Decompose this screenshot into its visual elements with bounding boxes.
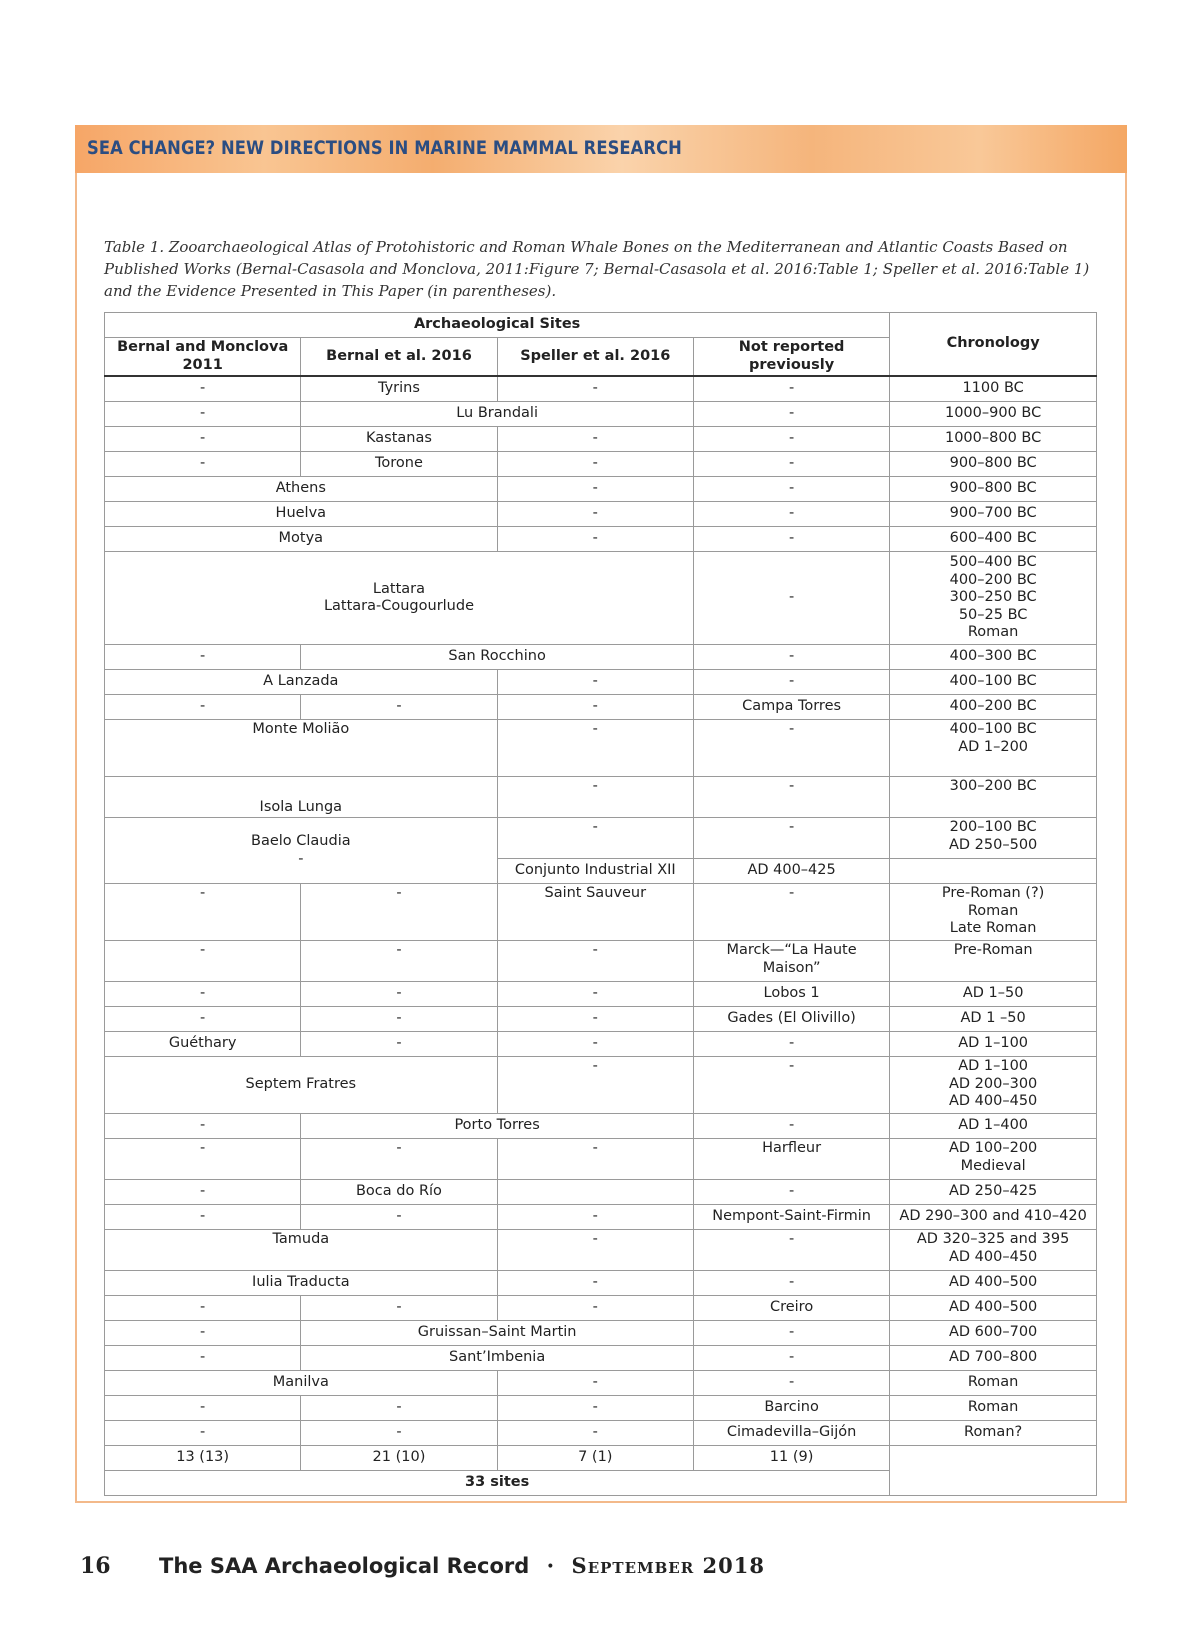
chronology-line: AD 320–325 and 395 [916,1231,1070,1247]
table-cell: - [105,941,301,982]
table-cell [105,818,498,884]
table-cell [497,1180,693,1205]
table-row [105,452,1097,477]
table-cell: AD 400–425 [693,859,889,884]
total-cell: 21 (10) [301,1446,497,1471]
chronology-cell: AD 1–50 [890,982,1097,1007]
journal-title: The SAA Archaeological Record [159,1554,530,1578]
table-row [105,1205,1097,1230]
group-header: Archaeological Sites [105,313,890,338]
column-header: Speller et al. 2016 [497,338,693,377]
chronology-cell: AD 1–100 [890,1032,1097,1057]
page-number: 16 [80,1553,111,1579]
chronology-cell: 900–700 BC [890,502,1097,527]
table-row [105,552,1097,645]
chronology-cell: 400–100 BC [890,670,1097,695]
chronology-line: Roman [967,624,1019,641]
chronology-cell [890,720,1097,777]
table-cell: - [497,982,693,1007]
chronology-header: Chronology [890,313,1097,377]
table-caption: Table 1. Zooarchaeological Atlas of Protohistoric and Roman Whale Bones on the Mediterranean and Atlantic Coasts Based on Published Works (Bernal-Casasola and Monclova, 2011:Figure 7; Bernal-Casasola et al. 2016:Table 1; Speller et al. 2016:Table 1) and the Evidence Presented in This Paper (in parentheses). [104,238,1090,300]
page-footer [80,1553,765,1579]
table-row [105,1057,1097,1114]
table-cell: Cimadevilla–Gijón [693,1421,889,1446]
table-cell: - [497,527,693,552]
table-cell: - [497,1205,693,1230]
table-cell: - [693,1114,889,1139]
table-cell: - [497,1296,693,1321]
table-row [105,376,1097,402]
chronology-cell [890,552,1097,645]
chronology-cell [890,1446,1097,1496]
table-cell: Tyrins [301,376,497,402]
table-cell: - [693,402,889,427]
table-row [105,941,1097,982]
chronology-cell [890,859,1097,884]
table-cell: - [497,1139,693,1180]
table-cell: - [105,982,301,1007]
table-cell: Porto Torres [301,1114,694,1139]
bullet-separator: • [546,1559,555,1575]
chronology-cell: AD 1–400 [890,1114,1097,1139]
table-cell: Manilva [105,1371,498,1396]
table-cell: - [693,645,889,670]
chronology-line: 50–25 BC [958,606,1028,623]
table-cell: - [693,1271,889,1296]
table-cell: - [497,477,693,502]
issue-date: September 2018 [571,1553,765,1578]
table-cell: - [105,1296,301,1321]
table-row [105,427,1097,452]
table-cell: - [497,502,693,527]
table-cell: - [105,1139,301,1180]
table-cell: Lu Brandali [301,402,694,427]
chronology-line: AD 400–450 [948,1093,1038,1109]
table-cell: Campa Torres [693,695,889,720]
table-cell: - [497,1421,693,1446]
chronology-line: AD 1–100 [958,1058,1029,1074]
table-cell: - [693,527,889,552]
table-cell: - [497,1032,693,1057]
table-cell: - [105,402,301,427]
section-title: SEA CHANGE? NEW DIRECTIONS IN MARINE MAMMAL RESEARCH [87,137,682,159]
chronology-line: 500–400 BC [949,554,1037,571]
table-cell: - [105,1205,301,1230]
table-cell: - [105,1114,301,1139]
table-cell: - [693,1032,889,1057]
table-row [105,1007,1097,1032]
table-cell: - [497,941,693,982]
table-cell: - [105,884,301,941]
table-row [105,720,1097,777]
table-cell: - [301,1032,497,1057]
table-cell: - [693,452,889,477]
column-header: Not reported previously [693,338,889,377]
chronology-cell: 1000–900 BC [890,402,1097,427]
table-cell: - [301,1139,497,1180]
table-row [105,1271,1097,1296]
table-cell: Barcino [693,1396,889,1421]
table-cell: Nempont-Saint-Firmin [693,1205,889,1230]
table-cell: - [497,452,693,477]
chronology-cell [890,818,1097,859]
table-row [105,1396,1097,1421]
table-cell: - [693,1180,889,1205]
table-cell: Harfleur [693,1139,889,1180]
chronology-cell: 300–200 BC [890,777,1097,818]
table-cell: Lobos 1 [693,982,889,1007]
table-cell: - [693,884,889,941]
totals-row [105,1446,1097,1471]
table-cell: - [693,818,889,859]
table-cell: A Lanzada [105,670,498,695]
table-cell: - [497,777,693,818]
chronology-line: AD 100–200 [948,1140,1038,1156]
site-name: Lattara-Cougourlude [323,598,474,614]
table-cell: - [105,645,301,670]
chronology-cell: AD 400–500 [890,1271,1097,1296]
table-cell: Monte Molião [105,720,498,777]
table-cell: Boca do Río [301,1180,497,1205]
table-cell: - [693,552,889,645]
chronology-cell: 1000–800 BC [890,427,1097,452]
chronology-line: AD 400–450 [948,1248,1038,1265]
table-cell: Tamuda [105,1230,498,1271]
chronology-line: Late Roman [949,920,1037,936]
table-cell: - [497,1396,693,1421]
chronology-cell: Roman? [890,1421,1097,1446]
table-cell: - [301,1007,497,1032]
table-row [105,645,1097,670]
chronology-line: AD 250–500 [948,836,1038,853]
table-cell: - [301,884,497,941]
table-row [105,777,1097,818]
table-cell: - [693,1057,889,1114]
chronology-line: 300–250 BC [949,589,1037,606]
chronology-cell: 400–300 BC [890,645,1097,670]
table-cell: - [105,1180,301,1205]
chronology-cell: AD 250–425 [890,1180,1097,1205]
table-row [105,1321,1097,1346]
table-row [105,1180,1097,1205]
table-cell: - [301,982,497,1007]
table-cell: - [497,720,693,777]
table-cell: Athens [105,477,498,502]
chronology-cell: Roman [890,1396,1097,1421]
table-cell: Motya [105,527,498,552]
table-cell: - [497,818,693,859]
table-row [105,1032,1097,1057]
table-cell: - [105,1007,301,1032]
chronology-cell: 600–400 BC [890,527,1097,552]
table-cell: - [497,695,693,720]
table-row [105,670,1097,695]
table-cell [105,552,694,645]
table-cell: Torone [301,452,497,477]
table-cell: - [301,1296,497,1321]
table-cell: Creiro [693,1296,889,1321]
column-header: Bernal et al. 2016 [301,338,497,377]
table-cell: Guéthary [105,1032,301,1057]
chronology-line: 400–100 BC [949,721,1037,737]
table-row [105,1114,1097,1139]
table-row [105,1346,1097,1371]
table-cell: - [497,1271,693,1296]
chronology-line: AD 1–200 [958,738,1029,755]
table-cell: Conjunto Industrial XII [497,859,693,884]
table-cell: - [301,1421,497,1446]
chronology-line: Medieval [960,1157,1026,1174]
table-cell: - [693,502,889,527]
table-cell: - [105,1421,301,1446]
table-cell: - [298,850,304,867]
chronology-cell: Roman [890,1371,1097,1396]
table-cell: Gades (El Olivillo) [693,1007,889,1032]
table-row [105,477,1097,502]
grand-total: 33 sites [105,1471,890,1496]
chronology-cell: AD 600–700 [890,1321,1097,1346]
table-cell: - [497,427,693,452]
table-cell: Iulia Traducta [105,1271,498,1296]
table-cell: - [105,1321,301,1346]
table-cell: - [497,1230,693,1271]
chronology-cell: 900–800 BC [890,452,1097,477]
chronology-line: 400–200 BC [949,571,1037,588]
table-row [105,402,1097,427]
table-cell: - [497,1007,693,1032]
site-name: Lattara [372,580,425,597]
table-row [105,884,1097,941]
table-container [104,312,1097,1496]
chronology-cell: 400–200 BC [890,695,1097,720]
chronology-cell: AD 700–800 [890,1346,1097,1371]
total-cell: 11 (9) [693,1446,889,1471]
table-cell: - [693,1371,889,1396]
table-row [105,502,1097,527]
table-cell: - [693,477,889,502]
chronology-line: AD 200–300 [948,1075,1038,1092]
chronology-line: Pre-Roman (?) [941,885,1045,901]
table-cell: - [693,720,889,777]
table-cell: Huelva [105,502,498,527]
table-row [105,982,1097,1007]
chronology-cell [890,1057,1097,1114]
section-banner [75,125,1127,173]
table-cell: - [301,1396,497,1421]
table-row [105,1421,1097,1446]
table-cell: - [693,427,889,452]
table-row [105,1230,1097,1271]
table-cell: - [301,941,497,982]
table-cell: - [693,777,889,818]
table-cell: - [105,376,301,402]
total-cell: 13 (13) [105,1446,301,1471]
chronology-cell: AD 1 –50 [890,1007,1097,1032]
table-cell: Saint Sauveur [497,884,693,941]
table-cell: - [693,376,889,402]
whale-bones-table [104,312,1097,1496]
table-cell: - [105,1396,301,1421]
table-cell: Isola Lunga [105,777,498,818]
table-cell: - [693,1321,889,1346]
table-cell: - [105,1346,301,1371]
chronology-cell: 900–800 BC [890,477,1097,502]
table-cell: - [693,1346,889,1371]
table-cell: - [301,1205,497,1230]
table-cell: - [497,670,693,695]
table-cell: Sant’Imbenia [301,1346,694,1371]
site-name: Baelo Claudia [251,833,351,849]
chronology-cell [890,1139,1097,1180]
table-cell: - [497,376,693,402]
table-row [105,1296,1097,1321]
chronology-cell [890,1230,1097,1271]
table-cell: - [105,695,301,720]
table-cell: - [693,1230,889,1271]
table-cell: San Rocchino [301,645,694,670]
chronology-cell: 1100 BC [890,376,1097,402]
chronology-cell: AD 290–300 and 410–420 [890,1205,1097,1230]
column-header: Bernal and Monclova 2011 [105,338,301,377]
table-cell: - [105,452,301,477]
table-cell: Septem Fratres [105,1057,498,1114]
table-row [105,818,1097,859]
table-cell: Kastanas [301,427,497,452]
table-row [105,695,1097,720]
chronology-line: Roman [967,902,1019,919]
total-cell: 7 (1) [497,1446,693,1471]
table-row [105,1371,1097,1396]
table-cell: - [301,695,497,720]
table-cell: - [497,1371,693,1396]
table-cell: - [497,1057,693,1114]
table-row [105,1139,1097,1180]
chronology-cell: Pre-Roman [890,941,1097,982]
table-cell: Gruissan–Saint Martin [301,1321,694,1346]
chronology-cell: AD 400–500 [890,1296,1097,1321]
table-row [105,527,1097,552]
chronology-cell [890,884,1097,941]
table-cell: - [105,427,301,452]
table-cell: Marck—“La Haute Maison” [693,941,889,982]
table-cell: - [693,670,889,695]
chronology-line: 200–100 BC [949,819,1037,835]
